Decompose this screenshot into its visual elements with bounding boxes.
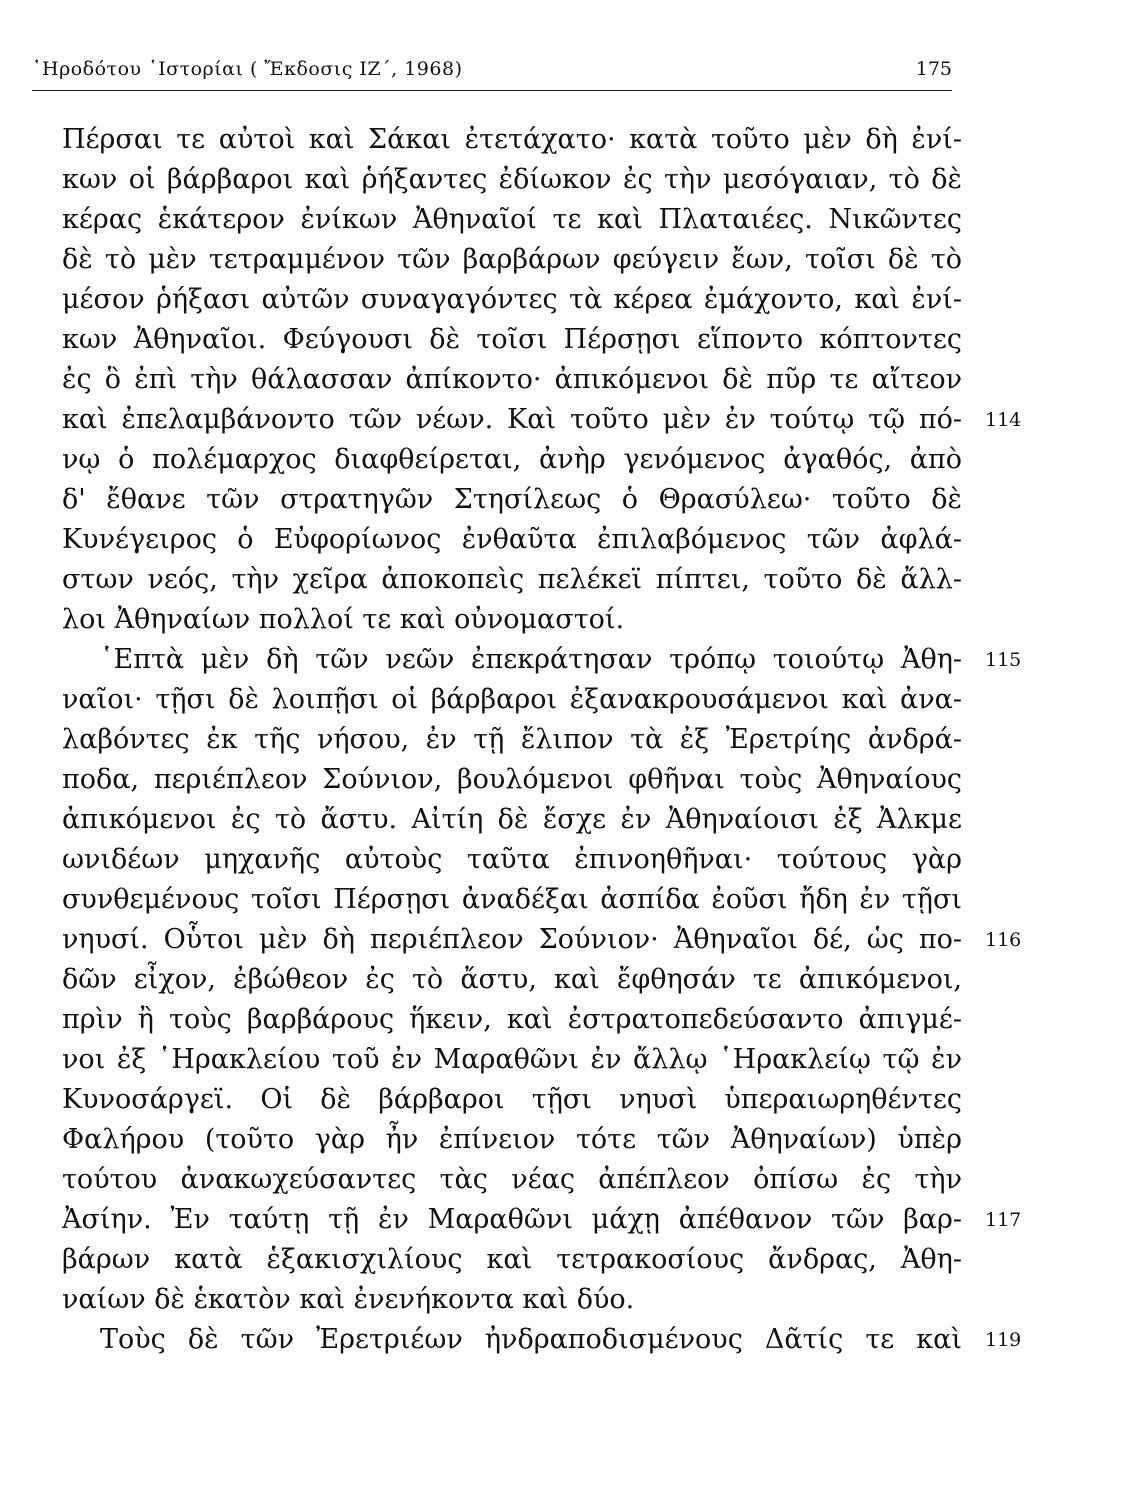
text-line: συνθεμένους τοῖσι Πέρσῃσι ἀναδέξαι ἀσπίδα ἐοῦσι ἤδη ἐν τῇσι: [62, 884, 962, 915]
text-line: Φαλήρου (τοῦτο γὰρ ἦν ἐπίνειον τότε τῶν Ἀθηναίων) ὑπὲρ: [62, 1124, 962, 1155]
chapter-number: 114: [985, 409, 1022, 431]
text-line: καὶ ἐπελαμβάνοντο τῶν νέων. Καὶ τοῦτο μὲν ἐν τούτῳ τῷ πό-: [62, 404, 962, 435]
page-number: 175: [915, 58, 952, 80]
text-line: κέρας ἑκάτερον ἐνίκων Ἀθηναῖοί τε καὶ Πλαταιέες. Νικῶντες: [62, 204, 962, 235]
text-line: Κυνέγειρος ὁ Εὐφορίωνος ἐνθαῦτα ἐπιλαβόμενος τῶν ἀφλά-: [62, 524, 962, 555]
header-title: ῾Ηροδότου ῾Ιστορίαι ( Ἔκδοσις ΙΖ΄, 1968): [32, 58, 463, 80]
text-line: βάρων κατὰ ἑξακισχιλίους καὶ τετρακοσίους ἄνδρας, Ἀθη-: [62, 1244, 962, 1275]
text-line: νηυσί. Οὗτοι μὲν δὴ περιέπλεον Σούνιον· Ἀθηναῖοι δέ, ὡς πο-: [62, 924, 962, 955]
text-line: δῶν εἶχον, ἐβώθεον ἐς τὸ ἄστυ, καὶ ἔφθησάν τε ἀπικόμενοι,: [62, 964, 962, 995]
text-line: ωνιδέων μηχανῆς αὐτοὺς ταῦτα ἐπινοηθῆναι· τούτους γὰρ: [62, 844, 962, 875]
chapter-number: 116: [985, 929, 1022, 951]
text-line: Τοὺς δὲ τῶν Ἐρετριέων ἠνδραποδισμένους Δᾶτίς τε καὶ: [100, 1324, 962, 1355]
text-line: Ἀσίην. Ἐν ταύτῃ τῇ ἐν Μαραθῶνι μάχῃ ἀπέθανον τῶν βαρ-: [62, 1204, 962, 1235]
text-line: κων Ἀθηναῖοι. Φεύγουσι δὲ τοῖσι Πέρσῃσι εἵποντο κόπτοντες: [62, 324, 962, 355]
text-line: Πέρσαι τε αὐτοὶ καὶ Σάκαι ἐτετάχατο· κατὰ τοῦτο μὲν δὴ ἐνί-: [62, 124, 962, 155]
text-line: δὲ τὸ μὲν τετραμμένον τῶν βαρβάρων φεύγειν ἔων, τοῖσι δὲ τὸ: [62, 244, 962, 275]
text-line: ἀπικόμενοι ἐς τὸ ἄστυ. Αἰτίη δὲ ἔσχε ἐν Ἀθηναίοισι ἐξ Ἀλκμε: [62, 804, 962, 835]
text-line: νοι ἐξ ῾Ηρακλείου τοῦ ἐν Μαραθῶνι ἐν ἄλλῳ ῾Ηρακλείῳ τῷ ἐν: [62, 1044, 962, 1075]
text-line: ῾Επτὰ μὲν δὴ τῶν νεῶν ἐπεκράτησαν τρόπῳ τοιούτῳ Ἀθη-: [100, 644, 962, 675]
text-line: λοι Ἀθηναίων πολλοί τε καὶ οὐνομαστοί.: [62, 604, 625, 635]
chapter-number: 119: [985, 1329, 1022, 1351]
text-line: ποδα, περιέπλεον Σούνιον, βουλόμενοι φθῆναι τοὺς Ἀθηναίους: [62, 764, 962, 795]
text-line: λαβόντες ἐκ τῆς νήσου, ἐν τῇ ἔλιπον τὰ ἐξ Ἐρετρίης ἀνδρά-: [62, 724, 962, 755]
chapter-number: 115: [985, 649, 1022, 671]
text-line: ναῖοι· τῇσι δὲ λοιπῇσι οἱ βάρβαροι ἐξανακρουσάμενοι καὶ ἀνα-: [62, 684, 962, 715]
text-line: μέσον ῥήξασι αὐτῶν συναγαγόντες τὰ κέρεα ἐμάχοντο, καὶ ἐνί-: [62, 284, 962, 315]
running-header: [32, 58, 952, 91]
text-line: νῳ ὁ πολέμαρχος διαφθείρεται, ἀνὴρ γενόμενος ἀγαθός, ἀπὸ: [62, 444, 962, 475]
text-line: ἐς ὃ ἐπὶ τὴν θάλασσαν ἀπίκοντο· ἀπικόμενοι δὲ πῦρ τε αἴτεον: [62, 364, 962, 395]
text-line: τούτου ἀνακωχεύσαντες τὰς νέας ἀπέπλεον ὀπίσω ἐς τὴν: [62, 1164, 962, 1195]
text-line: πρὶν ἢ τοὺς βαρβάρους ἥκειν, καὶ ἐστρατοπεδεύσαντο ἀπιγμέ-: [62, 1004, 962, 1035]
text-line: κων οἱ βάρβαροι καὶ ῥήξαντες ἐδίωκον ἐς τὴν μεσόγαιαν, τὸ δὲ: [62, 164, 962, 195]
text-line: στων νεός, τὴν χεῖρα ἀποκοπεὶς πελέκεϊ πίπτει, τοῦτο δὲ ἄλλ-: [62, 564, 962, 595]
chapter-number: 117: [985, 1209, 1022, 1231]
text-line: δ' ἔθανε τῶν στρατηγῶν Στησίλεως ὁ Θρασύλεω· τοῦτο δὲ: [62, 484, 962, 515]
text-line: ναίων δὲ ἑκατὸν καὶ ἐνενήκοντα καὶ δύο.: [62, 1284, 635, 1315]
text-line: Κυνοσάργεϊ. Οἱ δὲ βάρβαροι τῇσι νηυσὶ ὑπεραιωρηθέντες: [62, 1084, 962, 1115]
